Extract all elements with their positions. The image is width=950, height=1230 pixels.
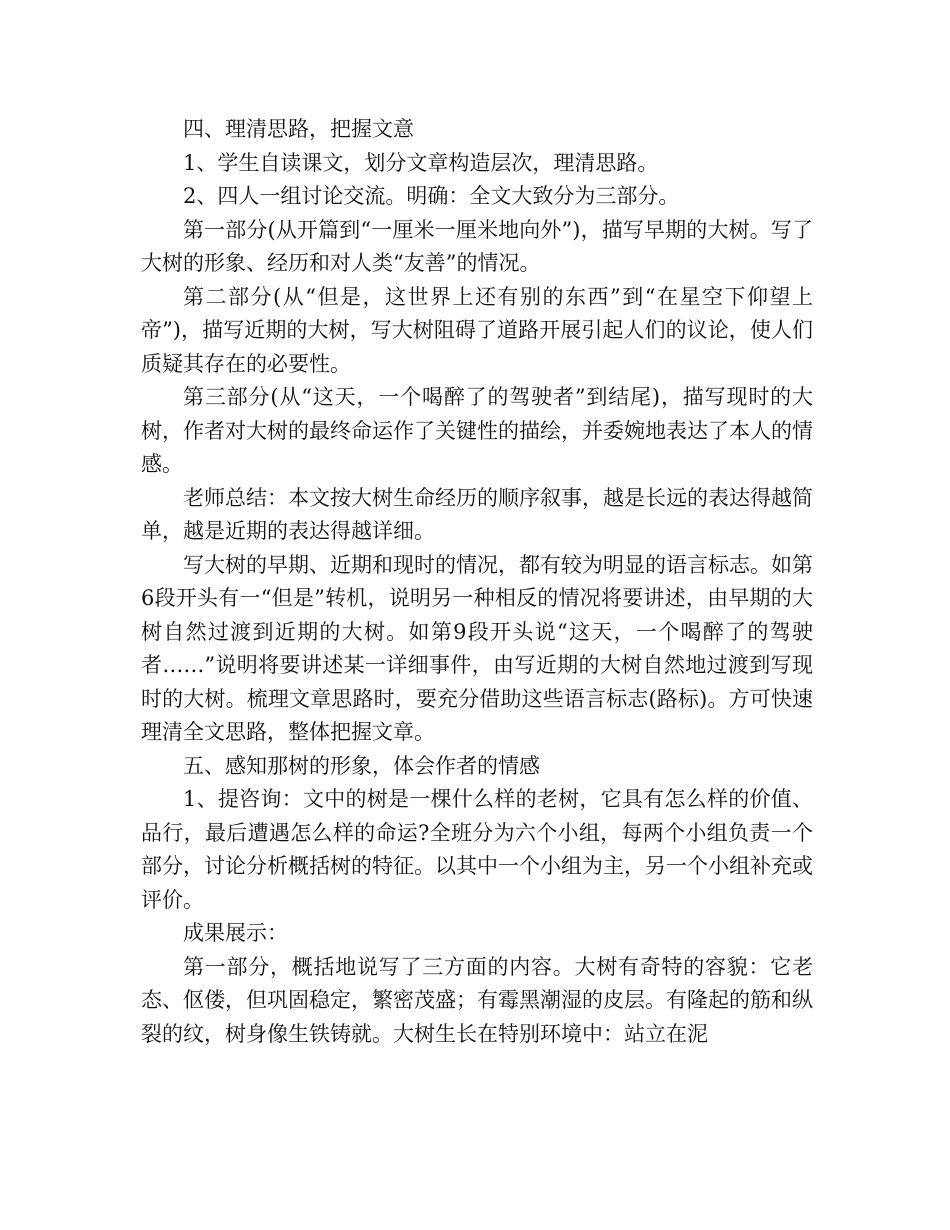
heading-section-four: 四、理清思路，把握文意 (183, 117, 414, 141)
paragraph-teacher-summary: 老师总结：本文按大树生命经历的顺序叙事，越是长远的表达得越简单，越是近期的表达得越详细。 (141, 485, 813, 543)
paragraph-step-2: 2、四人一组讨论交流。明确：全文大致分为三部分。 (183, 184, 680, 208)
paragraph-part-one: 第一部分(从开篇到“一厘米一厘米地向外”)，描写早期的大树。写了大树的形象、经历和对人类“友善”的情况。 (141, 217, 813, 275)
document-body (141, 113, 813, 1051)
paragraph-question: 1、提咨询：文中的树是一棵什么样的老树，它具有怎么样的价值、品行，最后遭遇怎么样的命运?全班分为六个小组，每两个小组负责一个部分，讨论分析概括树的特征。以其中一个小组为主，另一个小组补充或评价。 (141, 787, 813, 912)
paragraph-language-markers: 写大树的早期、近期和现时的情况，都有较为明显的语言标志。如第6段开头有一“但是”转机，说明另一种相反的情况将要讲述，由早期的大树自然过渡到近期的大树。如第9段开头说“这天，一个喝醉了的驾驶者……”说明将要讲述某一详细事件，由写近期的大树自然地过渡到写现时的大树。梳理文章思路时，要充分借助这些语言标志(路标)。方可快速理清全文思路，整体把握文章。 (141, 552, 813, 744)
heading-section-five: 五、感知那树的形象，体会作者的情感 (183, 753, 540, 778)
paragraph-results-part-one: 第一部分，概括地说写了三方面的内容。大树有奇特的容貌：它老态、伛偻，但巩固稳定，繁密茂盛；有霉黑潮湿的皮层。有隆起的筋和纵裂的纹，树身像生铁铸就。大树生长在特别环境中：站立在泥 (141, 954, 813, 1046)
paragraph-part-three: 第三部分(从“这天，一个喝醉了的驾驶者”到结尾)，描写现时的大树，作者对大树的最终命运作了关键性的描绘，并委婉地表达了本人的情感。 (141, 385, 813, 476)
paragraph-results-label: 成果展示： (183, 921, 288, 945)
paragraph-part-two: 第二部分(从“但是，这世界上还有别的东西”到“在星空下仰望上帝”)，描写近期的大树，写大树阻碍了道路开展引起人们的议论，使人们质疑其存在的必要性。 (141, 284, 813, 376)
paragraph-step-1: 1、学生自读课文，划分文章构造层次，理清思路。 (183, 150, 659, 175)
